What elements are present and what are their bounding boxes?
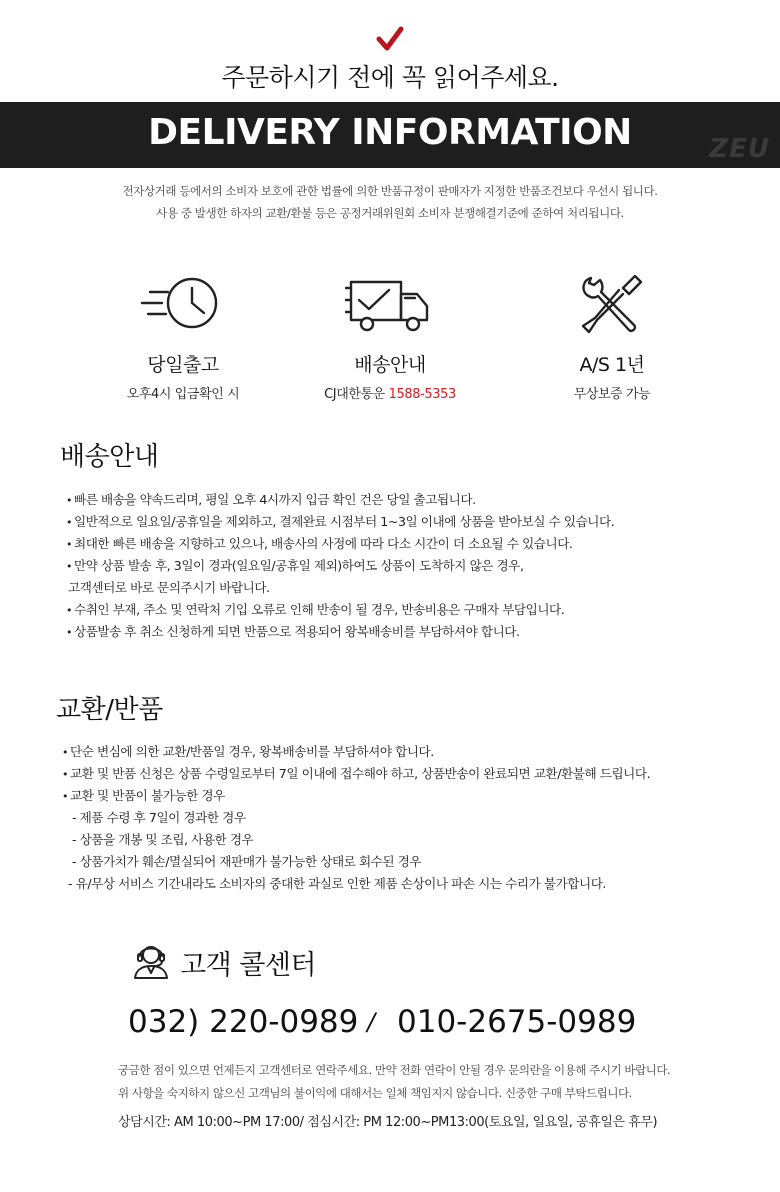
list-item: 고객센터로 바로 문의주시기 바랍니다. [68, 580, 270, 595]
list-item: • 빠른 배송을 약속드리며, 평일 오후 4시까지 입금 확인 건은 당일 출고됩니다. [66, 489, 614, 511]
phone-number-mobile[interactable]: 010-2675-0989 [397, 1004, 637, 1040]
list-item: - 유/무상 서비스 기간내라도 소비자의 중대한 과실로 인한 제품 손상이나 파손 시는 수리가 불가합니다. [68, 876, 606, 891]
feature-title: 배송안내 [354, 354, 426, 376]
feature-subtitle [280, 383, 500, 402]
tools-icon [577, 270, 647, 340]
list-item: • 교환 및 반품이 불가능한 경우 [62, 785, 650, 807]
list-item: • 교환 및 반품 신청은 상품 수령일로부터 7일 이내에 접수해야 하고, 상품반송이 완료되면 교환/환불해 드립니다. [62, 763, 650, 785]
feature-as [502, 270, 722, 402]
exchange-list [62, 741, 650, 895]
list-item: - 상품을 개봉 및 조립, 사용한 경우 [72, 832, 254, 847]
notice-title: 주문하시기 전에 꼭 읽어주세요. [221, 63, 559, 92]
headset-agent-icon [130, 940, 172, 982]
checkmark-icon [376, 26, 404, 54]
list-item: • 최대한 빠른 배송을 지향하고 있으나, 배송사의 사정에 따라 다소 시간이 더 소요될 수 있습니다. [66, 533, 614, 555]
feature-title: 당일출고 [147, 354, 219, 376]
policy-text [0, 180, 780, 224]
list-item: • 상품발송 후 취소 신청하게 되면 반품으로 적용되어 왕복배송비를 부담하셔야 합니다. [66, 621, 614, 643]
list-item: • 만약 상품 발송 후, 3일이 경과(일요일/공휴일 제외)하여도 상품이 도착하지 않은 경우, [66, 555, 614, 577]
business-hours: 상담시간: AM 10:00~PM 17:00/ 점심시간: PM 12:00~PM13:00(토요일, 일요일, 공휴일은 휴무) [118, 1115, 658, 1130]
banner-title: DELIVERY INFORMATION [148, 112, 632, 153]
list-item: • 일반적으로 일요일/공휴일을 제외하고, 결제완료 시점부터 1~3일 이내에 상품을 받아보실 수 있습니다. [66, 511, 614, 533]
section-title-shipping: 배송안내 [60, 442, 159, 472]
phone-separator: / [367, 1008, 376, 1036]
shipping-list [66, 489, 614, 643]
banner-watermark: ZEU [709, 134, 770, 164]
feature-same-day [73, 270, 293, 402]
list-item: - 상품가치가 훼손/멸실되어 재판매가 불가능한 상태로 회수된 경우 [72, 854, 422, 869]
top-notice [0, 26, 780, 54]
courier-phone: 1588-5353 [388, 387, 456, 402]
delivery-banner [0, 102, 780, 168]
disclaimer-note: 위 사항을 숙지하지 않으신 고객님의 불이익에 대해서는 일체 책임지지 않습니다. 신중한 구매 부탁드립니다. [118, 1086, 632, 1100]
policy-line: 전자상거래 등에서의 소비자 보호에 관한 법률에 의한 반품규정이 판매자가 지정한 반품조건보다 우선시 됩니다. [122, 184, 658, 198]
call-center-title: 고객 콜센터 [180, 950, 316, 981]
list-item: • 단순 변심에 의한 교환/반품일 경우, 왕복배송비를 부담하셔야 합니다. [62, 741, 650, 763]
delivery-truck-icon [345, 270, 435, 340]
list-item: • 수취인 부재, 주소 및 연락처 기입 오류로 인해 반송이 될 경우, 반송비용은 구매자 부담입니다. [66, 599, 614, 621]
policy-line: 사용 중 발생한 하자의 교환/환불 등은 공정거래위원회 소비자 분쟁해결기준에 준하여 처리됩니다. [156, 206, 624, 220]
section-title-exchange: 교환/반품 [56, 695, 163, 725]
fast-clock-icon [140, 270, 226, 340]
feature-subtitle: 무상보증 가능 [573, 387, 651, 402]
courier-name: CJ대한통운 [324, 387, 385, 402]
feature-title: A/S 1년 [579, 354, 645, 376]
phone-number-office[interactable]: 032) 220-0989 [128, 1004, 359, 1040]
contact-note: 궁금한 점이 있으면 언제든지 고객센터로 연락주세요. 만약 전화 연락이 안될 경우 문의란을 이용해 주시기 바랍니다. [118, 1063, 671, 1077]
feature-delivery [280, 270, 500, 402]
list-item: - 제품 수령 후 7일이 경과한 경우 [72, 810, 246, 825]
feature-subtitle: 오후4시 입금확인 시 [126, 387, 240, 402]
